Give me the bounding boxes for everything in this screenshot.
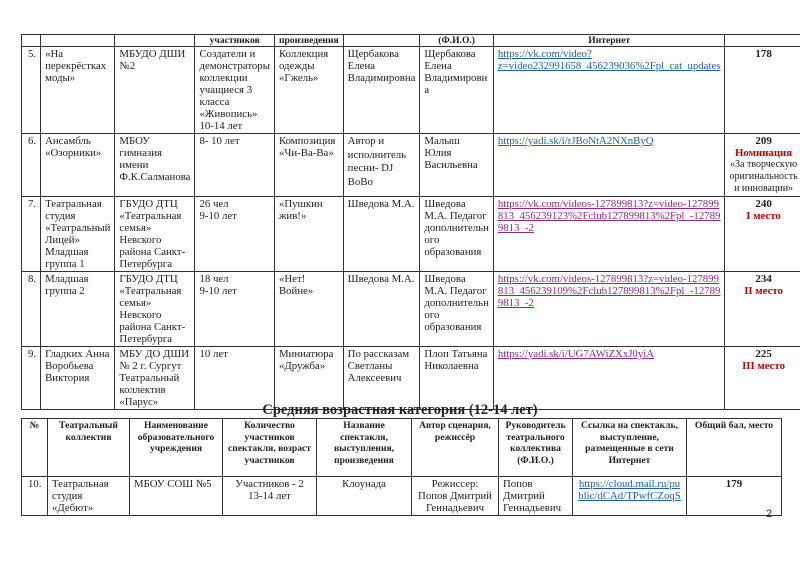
video-link[interactable]: https://vk.com/video?z=video232991658_456239036%2Fpl_cat_updates (497, 48, 721, 72)
performance-title: Композиция «Чи-Ва-Ва» (274, 134, 343, 197)
score: 234 (755, 273, 772, 285)
place-label: I место (746, 210, 781, 222)
leader: Шведова М.А. Педагог дополнительн ого образования (420, 272, 493, 347)
performance-title: Клоунада (317, 477, 412, 516)
header-cell: произведения (274, 35, 343, 47)
performance-title: Коллекция одежды «Гжель» (274, 47, 343, 134)
page-number: 2 (766, 508, 773, 520)
table-row (22, 477, 782, 516)
header-cell (41, 35, 115, 47)
row-number: 5. (22, 47, 41, 134)
performance-title: «Нет! Войне» (274, 272, 343, 347)
leader: Шведова М.А. Педагог дополнительн ого образования (420, 197, 493, 272)
school-name: МБУ ДО ДШИ № 2 г. Сургут Театральный коллектив «Парус» (115, 347, 195, 410)
video-link[interactable]: https://vk.com/videos-127899813?z=video-127899813_456239123%2Fclub127899813%2Fpl_-127899813_-2 (497, 198, 721, 234)
school-name: ГБУДО ДТЦ «Театральная семья» Невского района Санкт-Петербурга (115, 272, 195, 347)
score: 225 (755, 348, 772, 360)
leader: Щербакова Елена Владимировн а (420, 47, 493, 134)
results-table-middle (21, 418, 782, 516)
header-participants: Количество участников спектакля, возраст участников (223, 419, 317, 477)
collective-name: Театральная студия «Театральный Лицей» Младшая группа 1 (41, 197, 115, 272)
participants: 8- 10 лет (195, 134, 274, 197)
place-label: III место (742, 360, 786, 372)
row-number: 7. (22, 197, 41, 272)
participants: Создатели и демонстраторы коллекции учащиеся 3 класса «Живопись» 10-14 лет (195, 47, 274, 134)
header-cell (22, 35, 41, 47)
score: 178 (755, 48, 772, 60)
author: Автор и исполнитель песни- DJ BoBo (343, 134, 420, 197)
header-cell (725, 35, 800, 47)
header-cell: (Ф.И.О.) (420, 35, 493, 47)
table-row (22, 134, 800, 197)
nomination-text: «За творческую оригинальность и инновации» (729, 159, 798, 194)
collective-name: Ансамбль «Озорники» (41, 134, 115, 197)
school-name: МБОУ гимназия имени Ф.К.Салманова (115, 134, 195, 197)
author: Шведова М.А. (343, 272, 420, 347)
row-number: 8. (22, 272, 41, 347)
participants: Участников - 2 13-14 лет (223, 477, 317, 516)
score: 240 (755, 198, 772, 210)
row-number: 9. (22, 347, 41, 410)
collective-name: Младшая группа 2 (41, 272, 115, 347)
video-link[interactable]: https://yadi.sk/i/rJBoNtA2NXnByQ (497, 135, 654, 147)
header-cell: Интернет (493, 35, 725, 47)
author: По рассказам Светланы Алексеевич (343, 347, 420, 410)
school-name: ГБУДО ДТЦ «Театральная семья» Невского района Санкт-Петербурга (115, 197, 195, 272)
author: Режиссер: Попов Дмитрий Геннадьевич (412, 477, 499, 516)
collective-name: Гладких Анна Воробьева Виктория (41, 347, 115, 410)
score: 179 (725, 478, 743, 490)
header-school: Наименование образовательного учреждения (130, 419, 223, 477)
table-row (22, 347, 800, 410)
header-author: Автор сценария, режиссёр (412, 419, 499, 477)
header-title: Название спектакля, выступления, произведения (317, 419, 412, 477)
school-name: МБОУ СОШ №5 (130, 477, 223, 516)
table-header (22, 419, 782, 477)
nomination-label: Номинация (735, 147, 793, 159)
score: 209 (755, 135, 772, 147)
row-number: 10. (22, 477, 48, 516)
header-collective: Театральный коллектив (48, 419, 130, 477)
results-table-junior (21, 34, 800, 410)
header-leader: Руководитель театрального коллектива (Ф.И.О.) (499, 419, 573, 477)
performance-title: Миниатюра «Дружба» (274, 347, 343, 410)
participants: 18 чел 9-10 лет (195, 272, 274, 347)
participants: 26 чел 9-10 лет (195, 197, 274, 272)
header-score: Общий бал, место (687, 419, 782, 477)
author: Шведова М.А. (343, 197, 420, 272)
collective-name: «На перекрёстках моды» (41, 47, 115, 134)
leader: Плоп Татьяна Николаевна (420, 347, 493, 410)
video-link[interactable]: https://cloud.mail.ru/public/dCAd/TPwfCZoqS (578, 478, 681, 502)
header-cell (343, 35, 420, 47)
row-number: 6. (22, 134, 41, 197)
leader: Попов Дмитрий Геннадьевич (499, 477, 573, 516)
author: Щербакова Елена Владимировна (343, 47, 420, 134)
table-row (22, 197, 800, 272)
header-cell: участников (195, 35, 274, 47)
leader: Малыш Юлия Васильевна (420, 134, 493, 197)
header-cell (115, 35, 195, 47)
performance-title: «Пушкин жив!» (274, 197, 343, 272)
header-number: № (22, 419, 48, 477)
place-label: II место (744, 285, 783, 297)
table-row (22, 272, 800, 347)
table-header-fragment (22, 35, 800, 47)
table-row (22, 47, 800, 134)
participants: 10 лет (195, 347, 274, 410)
video-link[interactable]: https://yadi.sk/i/UG7AWiZXxJ0yiA (497, 348, 655, 360)
school-name: МБУДО ДШИ №2 (115, 47, 195, 134)
video-link[interactable]: https://vk.com/videos-127899813?z=video-127899813_456239109%2Fclub127899813%2Fpl_-127899813_-2 (497, 273, 721, 309)
section-title: Средняя возрастная категория (12-14 лет) (262, 402, 538, 418)
collective-name: Театральная студия «Дебют» (48, 477, 130, 516)
header-link: Ссылка на спектакль, выступление, размещенные в сети Интернет (573, 419, 687, 477)
